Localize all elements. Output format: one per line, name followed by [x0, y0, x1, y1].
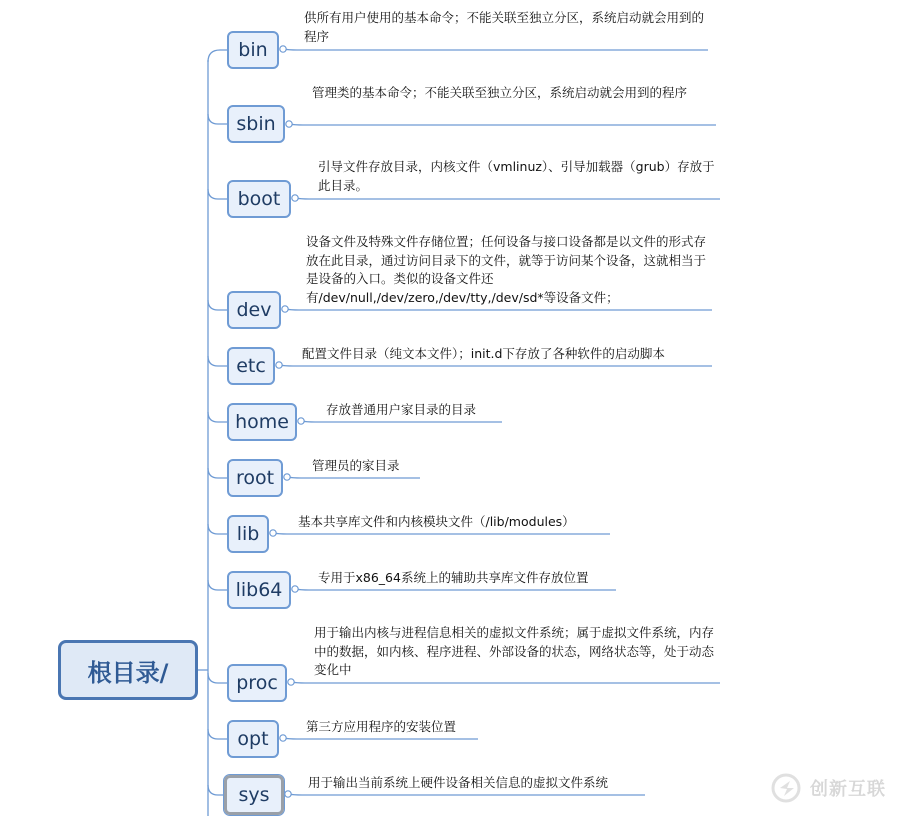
desc-sbin: 管理类的基本命令；不能关联至独立分区，系统启动就会用到的程序: [312, 85, 688, 100]
node-port-sbin: [286, 121, 292, 127]
node-port-boot: [292, 195, 298, 201]
node-port-lib: [270, 530, 276, 536]
node-sbin-label: sbin: [236, 113, 276, 135]
underline-sbin: [289, 124, 716, 125]
node-dev[interactable]: [227, 291, 281, 329]
branch-sbin: [208, 114, 227, 124]
node-bin[interactable]: [227, 31, 279, 69]
node-sbin[interactable]: [227, 105, 285, 143]
node-boot-label: boot: [237, 188, 281, 210]
underline-opt: [283, 738, 478, 739]
desc-lib: 基本共享库文件和内核模块文件（/lib/modules）: [298, 514, 575, 529]
node-lib64-label: lib64: [235, 579, 283, 601]
branch-proc: [208, 673, 227, 683]
desc-sys: 用于输出当前系统上硬件设备相关信息的虚拟文件系统: [308, 775, 609, 790]
node-port-lib64: [292, 586, 298, 592]
node-port-bin: [280, 46, 286, 52]
node-port-sys: [285, 791, 291, 797]
node-bin-label: bin: [238, 39, 268, 61]
branch-lib64: [208, 580, 227, 590]
desc-proc: 用于输出内核与进程信息相关的虚拟文件系统；属于虚拟文件系统，内存中的数据，如内核、程序进程、外部设备的状态，网络状态等，处于动态变化中: [314, 625, 715, 677]
underline-dev: [285, 309, 712, 310]
node-sys[interactable]: [224, 775, 284, 815]
underline-bin: [283, 49, 708, 50]
root-directory-node[interactable]: [58, 640, 198, 700]
node-home-label: home: [235, 411, 289, 433]
node-dev-label: dev: [236, 299, 272, 321]
node-proc-label: proc: [236, 672, 278, 694]
branch-bin: [208, 50, 227, 62]
underline-etc: [279, 365, 712, 366]
desc-root: 管理员的家目录: [312, 458, 400, 473]
node-lib64[interactable]: [227, 571, 291, 609]
node-opt[interactable]: [227, 720, 279, 758]
node-proc[interactable]: [227, 664, 287, 702]
watermark-logo-icon: [770, 772, 806, 804]
node-lib-label: lib: [236, 523, 260, 545]
underline-sys: [288, 794, 645, 795]
node-sys-label: sys: [238, 784, 270, 806]
node-port-home: [298, 418, 304, 424]
node-port-opt: [280, 735, 286, 741]
desc-bin: 供所有用户使用的基本命令；不能关联至独立分区，系统启动就会用到的程序: [304, 10, 705, 44]
node-port-root: [284, 474, 290, 480]
branch-home: [208, 412, 227, 422]
node-port-etc: [276, 362, 282, 368]
underline-proc: [291, 682, 720, 683]
underline-lib64: [295, 589, 616, 590]
node-opt-label: opt: [237, 728, 269, 750]
desc-home: 存放普通用户家目录的目录: [326, 402, 477, 417]
desc-opt: 第三方应用程序的安装位置: [306, 719, 457, 734]
underline-home: [301, 421, 502, 422]
watermark-text: 创新互联: [810, 779, 886, 800]
watermark: [770, 770, 906, 806]
desc-lib64: 专用于x86_64系统上的辅助共享库文件存放位置: [318, 570, 589, 585]
desc-etc: 配置文件目录（纯文本文件）；init.d下存放了各种软件的启动脚本: [302, 346, 665, 361]
node-lib[interactable]: [227, 515, 269, 553]
desc-boot: 引导文件存放目录，内核文件（vmlinuz）、引导加载器（grub）存放于此目录。: [318, 159, 715, 193]
node-port-proc: [288, 679, 294, 685]
branch-etc: [208, 356, 227, 366]
underline-lib: [273, 533, 610, 534]
node-root-label: root: [235, 467, 275, 489]
node-etc[interactable]: [227, 347, 275, 385]
branch-lib: [208, 524, 227, 534]
underline-root: [287, 477, 420, 478]
desc-dev: 设备文件及特殊文件存储位置；任何设备与接口设备都是以文件的形式存放在此目录，通过访问目录下的文件，就等于访问某个设备，这就相当于是设备的入口。类似的设备文件还有/dev/null,/dev/zero,/dev/tty,/dev/sd*等设备文件；: [306, 234, 707, 305]
node-root[interactable]: [227, 459, 283, 497]
branch-root: [208, 468, 227, 478]
root-directory-label: 根目录/: [87, 658, 169, 687]
node-boot[interactable]: [227, 180, 291, 218]
branch-opt: [208, 729, 227, 739]
node-port-dev: [282, 306, 288, 312]
node-etc-label: etc: [236, 355, 266, 377]
node-home[interactable]: [227, 403, 297, 441]
underline-boot: [295, 198, 720, 199]
branch-dev: [208, 300, 227, 310]
branch-boot: [208, 189, 227, 199]
